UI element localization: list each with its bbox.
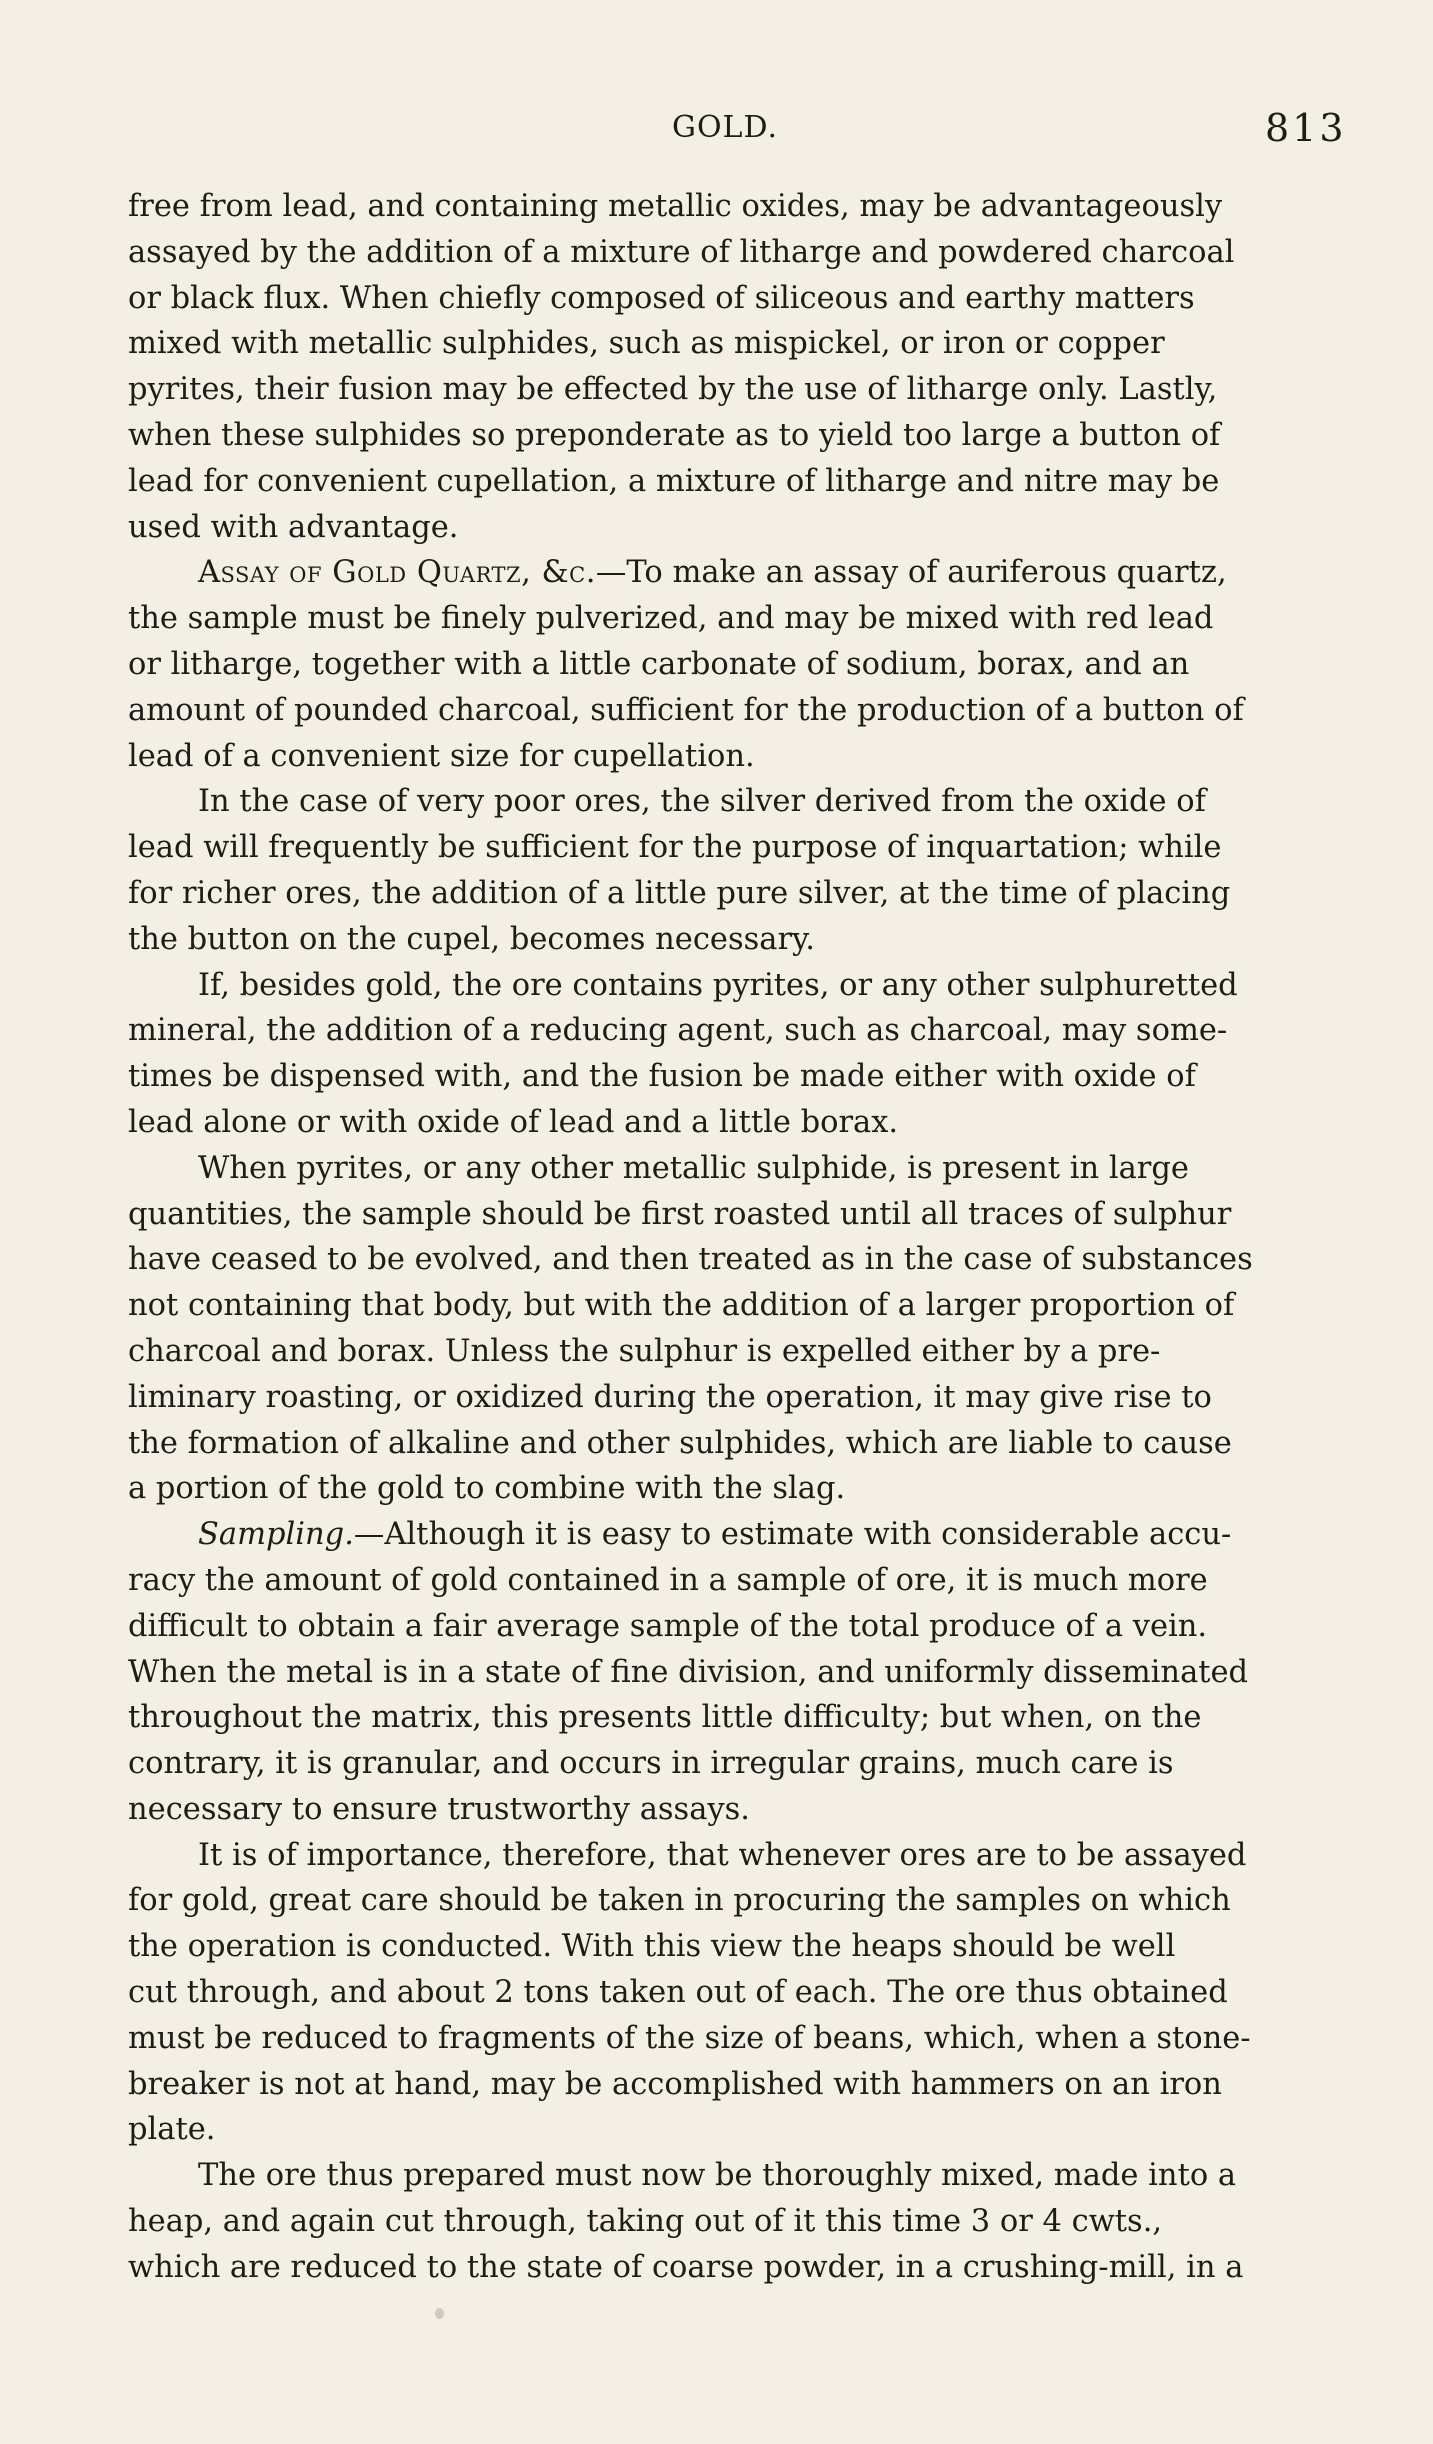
text-line (128, 1192, 1334, 1238)
line-text: lead will frequently be sufficient for the purpose of inquartation; while (128, 830, 1222, 866)
text-line (128, 1650, 1334, 1696)
line-text: When pyrites, or any other metallic sulphide, is present in large (198, 1150, 1189, 1186)
text-line (128, 779, 1334, 825)
text-line (128, 550, 1334, 596)
line-text: throughout the matrix, this presents little difficulty; but when, on the (128, 1700, 1202, 1736)
section-heading: Assay of Gold Quartz, &c. (198, 555, 596, 591)
text-line (128, 825, 1334, 871)
text-line (128, 1604, 1334, 1650)
text-line (128, 1008, 1334, 1054)
text-line (128, 1237, 1334, 1283)
text-line (128, 642, 1334, 688)
text-line (128, 184, 1334, 230)
line-text: lead for convenient cupellation, a mixture of litharge and nitre may be (128, 463, 1220, 499)
line-text: necessary to ensure trustworthy assays. (128, 1791, 750, 1827)
body-text (128, 184, 1334, 2291)
line-text: lead alone or with oxide of lead and a little borax. (128, 1104, 899, 1140)
text-line (128, 2107, 1334, 2153)
line-text: pyrites, their fusion may be effected by the use of litharge only. Lastly, (128, 372, 1218, 408)
running-header (0, 106, 1433, 160)
text-line (128, 2062, 1334, 2108)
text-line (128, 230, 1334, 276)
text-line (128, 1695, 1334, 1741)
line-text: times be dispensed with, and the fusion be made either with oxide of (128, 1059, 1196, 1095)
line-text: plate. (128, 2112, 216, 2148)
text-line (128, 413, 1334, 459)
text-line (128, 1146, 1334, 1192)
text-line (128, 321, 1334, 367)
text-line (128, 1329, 1334, 1375)
text-line (128, 1421, 1334, 1467)
page-number: 813 (1265, 106, 1347, 150)
line-text: the button on the cupel, becomes necessary. (128, 921, 815, 957)
text-line (128, 1054, 1334, 1100)
text-line (128, 1970, 1334, 2016)
line-text: or litharge, together with a little carbonate of sodium, borax, and an (128, 646, 1190, 682)
line-text: assayed by the addition of a mixture of litharge and powdered charcoal (128, 234, 1235, 270)
italic-heading: Sampling. (198, 1517, 354, 1553)
line-text: breaker is not at hand, may be accomplished with hammers on an iron (128, 2066, 1222, 2102)
text-line (128, 1878, 1334, 1924)
line-text: the operation is conducted. With this view the heaps should be well (128, 1929, 1176, 1965)
line-text: for richer ores, the addition of a little pure silver, at the time of placing (128, 875, 1231, 911)
line-text: cut through, and about 2 tons taken out of each. The ore thus obtained (128, 1975, 1228, 2011)
line-text: not containing that body, but with the addition of a larger proportion of (128, 1288, 1235, 1324)
line-text: heap, and again cut through, taking out of it this time 3 or 4 cwts., (128, 2204, 1163, 2240)
text-line (128, 276, 1334, 322)
line-text: difficult to obtain a fair average sample of the total produce of a vein. (128, 1608, 1208, 1644)
line-text: the formation of alkaline and other sulphides, which are liable to cause (128, 1425, 1232, 1461)
text-line (128, 1787, 1334, 1833)
line-text: In the case of very poor ores, the silver derived from the oxide of (198, 784, 1206, 820)
line-text: —To make an assay of auriferous quartz, (595, 555, 1227, 591)
text-line (128, 917, 1334, 963)
text-line (128, 1558, 1334, 1604)
text-line (128, 1512, 1334, 1558)
text-line (128, 2016, 1334, 2062)
text-line (128, 2245, 1334, 2291)
line-text: lead of a convenient size for cupellation. (128, 738, 755, 774)
line-text: amount of pounded charcoal, sufficient for the production of a button of (128, 692, 1244, 728)
text-line (128, 367, 1334, 413)
text-line (128, 734, 1334, 780)
text-line (128, 1466, 1334, 1512)
line-text: or black flux. When chiefly composed of siliceous and earthy matters (128, 280, 1195, 316)
line-text: free from lead, and containing metallic oxides, may be advantageously (128, 189, 1223, 224)
line-text: charcoal and borax. Unless the sulphur is expelled either by a pre- (128, 1333, 1161, 1369)
line-text: quantities, the sample should be first roasted until all traces of sulphur (128, 1196, 1232, 1232)
page-smudge (435, 2308, 444, 2319)
line-text: mineral, the addition of a reducing agent, such as charcoal, may some- (128, 1013, 1228, 1049)
text-line (128, 1100, 1334, 1146)
line-text: a portion of the gold to combine with the slag. (128, 1471, 846, 1507)
line-text: must be reduced to fragments of the size of beans, which, when a stone- (128, 2020, 1251, 2056)
text-line (128, 596, 1334, 642)
text-line (128, 1283, 1334, 1329)
text-line (128, 2153, 1334, 2199)
line-text: liminary roasting, or oxidized during the operation, it may give rise to (128, 1379, 1212, 1415)
line-text: have ceased to be evolved, and then treated as in the case of substances (128, 1242, 1253, 1278)
text-line (128, 1924, 1334, 1970)
line-text: The ore thus prepared must now be thoroughly mixed, made into a (198, 2158, 1237, 2194)
line-text: used with advantage. (128, 509, 459, 545)
text-line (128, 459, 1334, 505)
text-line (128, 505, 1334, 551)
text-line (128, 871, 1334, 917)
line-text: contrary, it is granular, and occurs in irregular grains, much care is (128, 1746, 1174, 1782)
text-line (128, 963, 1334, 1009)
line-text: when these sulphides so preponderate as to yield too large a button of (128, 417, 1221, 453)
text-line (128, 688, 1334, 734)
text-line (128, 1375, 1334, 1421)
line-text: —Although it is easy to estimate with considerable accu- (353, 1517, 1232, 1553)
line-text: It is of importance, therefore, that whenever ores are to be assayed (198, 1837, 1247, 1873)
text-line (128, 2199, 1334, 2245)
line-text: racy the amount of gold contained in a sample of ore, it is much more (128, 1562, 1208, 1598)
running-title: GOLD. (672, 110, 779, 145)
line-text: which are reduced to the state of coarse powder, in a crushing-mill, in a (128, 2249, 1244, 2285)
line-text: mixed with metallic sulphides, such as mispickel, or iron or copper (128, 326, 1165, 362)
line-text: the sample must be finely pulverized, and may be mixed with red lead (128, 601, 1214, 637)
line-text: When the metal is in a state of fine division, and uniformly disseminated (128, 1654, 1249, 1690)
line-text: If, besides gold, the ore contains pyrites, or any other sulphuretted (198, 967, 1238, 1003)
text-line (128, 1833, 1334, 1879)
line-text: for gold, great care should be taken in procuring the samples on which (128, 1883, 1231, 1919)
text-line (128, 1741, 1334, 1787)
